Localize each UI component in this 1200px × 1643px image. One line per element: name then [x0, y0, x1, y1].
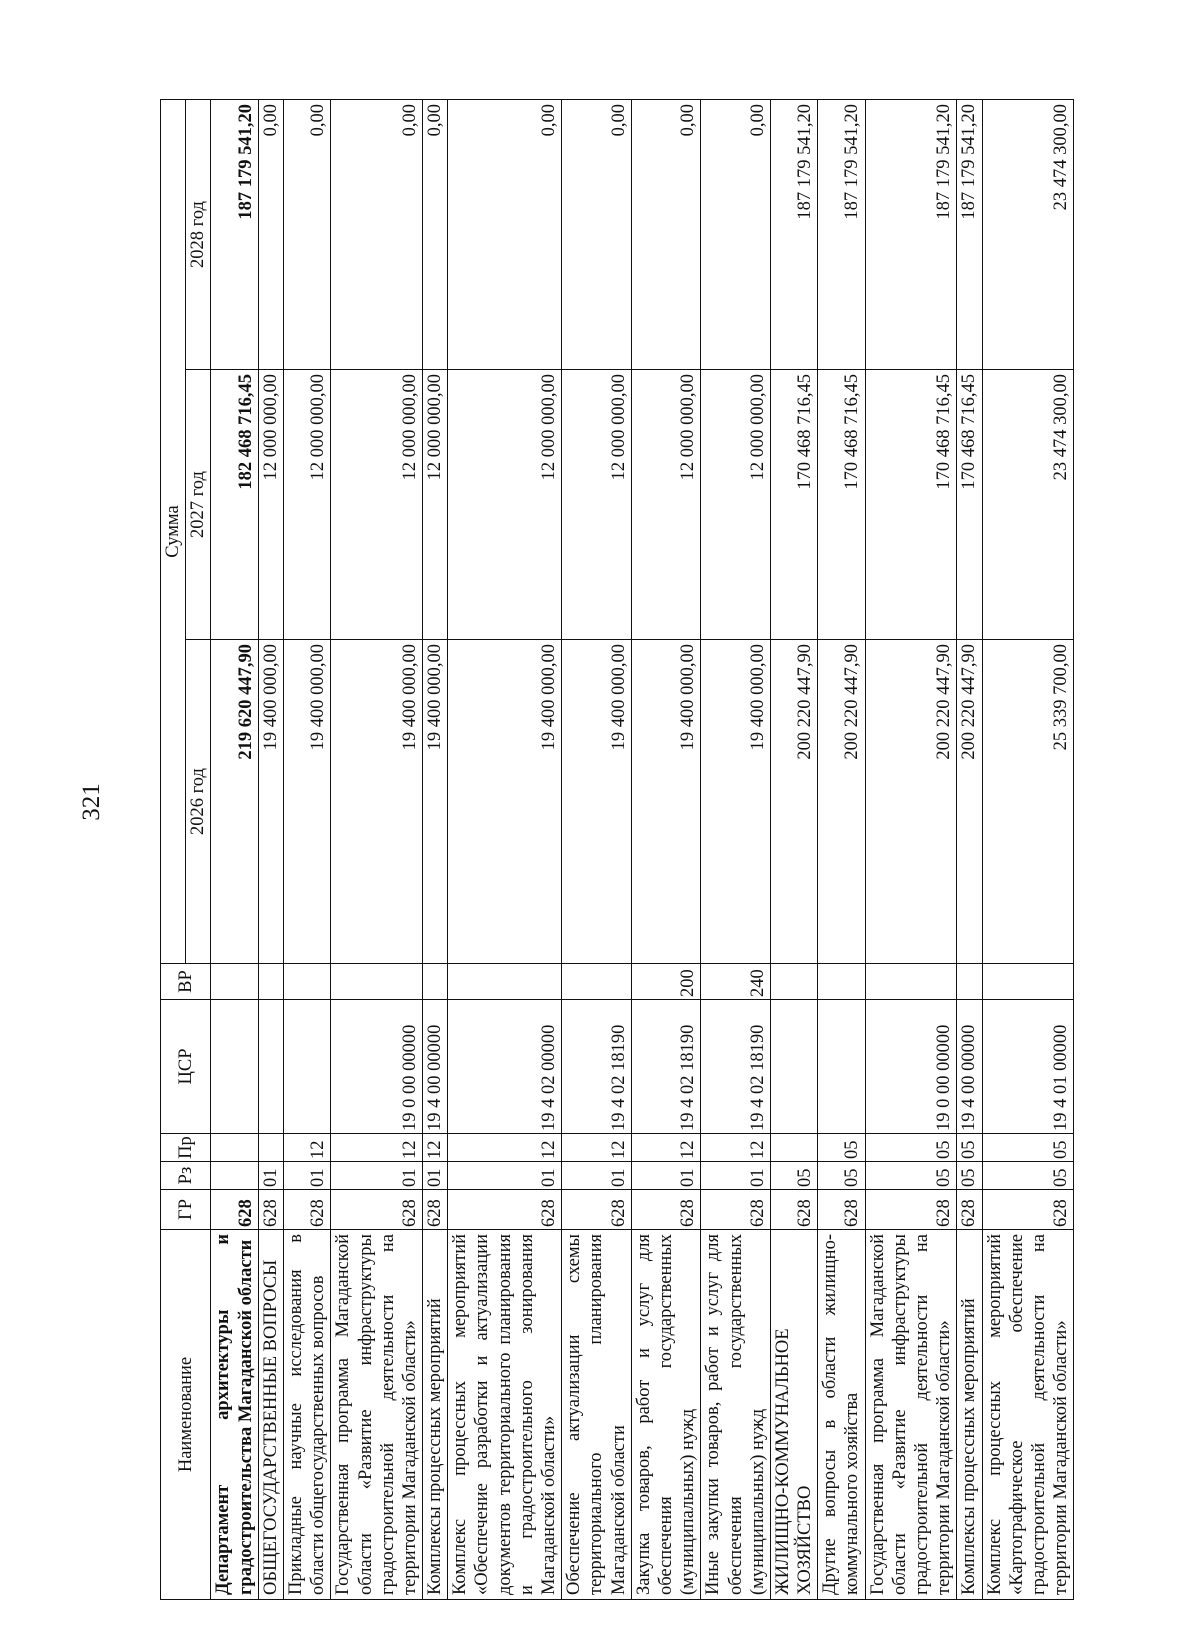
- cell-csr: [258, 1000, 283, 1134]
- cell-2027: 170 468 716,45: [957, 370, 982, 640]
- cell-rz: 01: [631, 1162, 701, 1190]
- cell-pr: 12: [701, 1134, 771, 1162]
- cell-2026: 19 400 000,00: [448, 640, 562, 964]
- cell-2026: 19 400 000,00: [631, 640, 701, 964]
- table-row: [982, 99, 1074, 1599]
- cell-gr: 628: [631, 1190, 701, 1230]
- header-2026: 2026 год: [186, 640, 211, 964]
- cell-rz: [211, 1162, 258, 1190]
- cell-name: Иные закупки товаров, работ и услуг для обеспечения государственных (муниципальных) нужд: [701, 1230, 771, 1600]
- cell-rz: 01: [258, 1162, 283, 1190]
- table-row: [448, 99, 562, 1599]
- cell-2027: 12 000 000,00: [258, 370, 283, 640]
- cell-vr: [283, 964, 330, 1000]
- cell-2028: 187 179 541,20: [865, 99, 957, 369]
- cell-rz: 05: [982, 1162, 1074, 1190]
- cell-2026: 25 339 700,00: [982, 640, 1074, 964]
- cell-pr: 05: [957, 1134, 982, 1162]
- cell-2026: 219 620 447,90: [211, 640, 258, 964]
- cell-pr: [258, 1134, 283, 1162]
- table-row: [701, 99, 771, 1599]
- cell-gr: 628: [448, 1190, 562, 1230]
- cell-2028: 0,00: [331, 99, 423, 369]
- cell-2028: 187 179 541,20: [211, 99, 258, 369]
- cell-2026: 19 400 000,00: [701, 640, 771, 964]
- cell-2026: 19 400 000,00: [258, 640, 283, 964]
- cell-vr: [331, 964, 423, 1000]
- cell-csr: 19 4 01 00000: [982, 1000, 1074, 1134]
- table-body: [211, 99, 1074, 1599]
- header-name: Наименование: [161, 1230, 211, 1600]
- header-vr: ВР: [161, 964, 211, 1000]
- cell-2028: 23 474 300,00: [982, 99, 1074, 369]
- cell-name: ОБЩЕГОСУДАРСТВЕННЫЕ ВОПРОСЫ: [258, 1230, 283, 1600]
- table-row: [258, 99, 283, 1599]
- table-header-row: [161, 99, 186, 1599]
- cell-2026: 19 400 000,00: [562, 640, 632, 964]
- cell-pr: 12: [562, 1134, 632, 1162]
- cell-pr: 12: [331, 1134, 423, 1162]
- cell-csr: [770, 1000, 817, 1134]
- cell-vr: 240: [701, 964, 771, 1000]
- cell-name: Другие вопросы в области жилищно-коммунального хозяйства: [818, 1230, 865, 1600]
- cell-2027: 170 468 716,45: [818, 370, 865, 640]
- cell-csr: 19 0 00 00000: [865, 1000, 957, 1134]
- cell-pr: [770, 1134, 817, 1162]
- cell-vr: [211, 964, 258, 1000]
- cell-2028: 187 179 541,20: [818, 99, 865, 369]
- cell-csr: 19 4 02 18190: [562, 1000, 632, 1134]
- table-row: [423, 99, 448, 1599]
- cell-2027: 12 000 000,00: [423, 370, 448, 640]
- cell-rz: 01: [283, 1162, 330, 1190]
- cell-rz: 01: [562, 1162, 632, 1190]
- cell-csr: 19 4 02 18190: [701, 1000, 771, 1134]
- header-pr: Пр: [161, 1134, 211, 1162]
- cell-name: Департамент архитектуры и градостроительства Магаданской области: [211, 1230, 258, 1600]
- cell-vr: [448, 964, 562, 1000]
- cell-2027: 12 000 000,00: [283, 370, 330, 640]
- cell-2028: 0,00: [562, 99, 632, 369]
- table-row: [770, 99, 817, 1599]
- header-csr: ЦСР: [161, 1000, 211, 1134]
- cell-vr: [423, 964, 448, 1000]
- cell-2028: 0,00: [701, 99, 771, 369]
- cell-gr: 628: [957, 1190, 982, 1230]
- cell-name: Комплекс процессных мероприятий «Картографическое обеспечение градостроительной деятельности на территории Магаданской области»: [982, 1230, 1074, 1600]
- cell-2026: 200 220 447,90: [770, 640, 817, 964]
- cell-2027: 12 000 000,00: [562, 370, 632, 640]
- cell-name: Комплексы процессных мероприятий: [423, 1230, 448, 1600]
- cell-vr: [562, 964, 632, 1000]
- rotated-table-container: [160, 100, 1072, 1600]
- cell-rz: 01: [448, 1162, 562, 1190]
- header-2028: 2028 год: [186, 99, 211, 369]
- cell-2026: 200 220 447,90: [865, 640, 957, 964]
- cell-name: Прикладные научные исследования в области общегосударственных вопросов: [283, 1230, 330, 1600]
- header-sum: Сумма: [161, 99, 186, 963]
- cell-csr: [818, 1000, 865, 1134]
- cell-2027: 12 000 000,00: [331, 370, 423, 640]
- cell-rz: 05: [957, 1162, 982, 1190]
- header-rz: Рз: [161, 1162, 211, 1190]
- cell-name: Комплексы процессных мероприятий: [957, 1230, 982, 1600]
- cell-2027: 170 468 716,45: [770, 370, 817, 640]
- cell-pr: 05: [865, 1134, 957, 1162]
- cell-2028: 0,00: [448, 99, 562, 369]
- cell-csr: 19 0 00 00000: [331, 1000, 423, 1134]
- cell-pr: 05: [982, 1134, 1074, 1162]
- table-row: [957, 99, 982, 1599]
- cell-2027: 182 468 716,45: [211, 370, 258, 640]
- cell-2028: 0,00: [423, 99, 448, 369]
- table-row: [631, 99, 701, 1599]
- cell-2027: 12 000 000,00: [631, 370, 701, 640]
- cell-pr: 05: [818, 1134, 865, 1162]
- cell-2026: 19 400 000,00: [331, 640, 423, 964]
- cell-csr: [211, 1000, 258, 1134]
- cell-gr: 628: [770, 1190, 817, 1230]
- cell-2028: 0,00: [283, 99, 330, 369]
- cell-name: Государственная программа Магаданской области «Развитие инфраструктуры градостроительной деятельности на территории Магаданской области»: [865, 1230, 957, 1600]
- cell-gr: 628: [258, 1190, 283, 1230]
- cell-2026: 200 220 447,90: [818, 640, 865, 964]
- cell-vr: 200: [631, 964, 701, 1000]
- cell-2028: 0,00: [631, 99, 701, 369]
- table-row: [562, 99, 632, 1599]
- cell-vr: [865, 964, 957, 1000]
- cell-vr: [258, 964, 283, 1000]
- cell-rz: 01: [331, 1162, 423, 1190]
- cell-2027: 23 474 300,00: [982, 370, 1074, 640]
- cell-rz: 01: [423, 1162, 448, 1190]
- cell-pr: 12: [423, 1134, 448, 1162]
- cell-2028: 187 179 541,20: [770, 99, 817, 369]
- cell-rz: 05: [865, 1162, 957, 1190]
- table-row: [818, 99, 865, 1599]
- table-row: [211, 99, 258, 1599]
- cell-rz: 05: [770, 1162, 817, 1190]
- cell-pr: 12: [283, 1134, 330, 1162]
- header-gr: ГР: [161, 1190, 211, 1230]
- cell-2026: 19 400 000,00: [423, 640, 448, 964]
- cell-rz: 01: [701, 1162, 771, 1190]
- cell-gr: 628: [423, 1190, 448, 1230]
- header-2027: 2027 год: [186, 370, 211, 640]
- cell-pr: 12: [631, 1134, 701, 1162]
- cell-gr: 628: [701, 1190, 771, 1230]
- cell-name: ЖИЛИЩНО-КОММУНАЛЬНОЕ ХОЗЯЙСТВО: [770, 1230, 817, 1600]
- cell-name: Комплекс процессных мероприятий «Обеспечение разработки и актуализации документов территориального планирования и градостроительного зонирования Магаданской области»: [448, 1230, 562, 1600]
- cell-2026: 19 400 000,00: [283, 640, 330, 964]
- cell-csr: 19 4 00 00000: [423, 1000, 448, 1134]
- page-number: 321: [78, 783, 105, 821]
- cell-gr: 628: [283, 1190, 330, 1230]
- cell-name: Обеспечение актуализации схемы территориального планирования Магаданской области: [562, 1230, 632, 1600]
- cell-gr: 628: [562, 1190, 632, 1230]
- cell-vr: [770, 964, 817, 1000]
- cell-pr: [211, 1134, 258, 1162]
- cell-gr: 628: [982, 1190, 1074, 1230]
- table-row: [283, 99, 330, 1599]
- cell-vr: [982, 964, 1074, 1000]
- cell-csr: 19 4 00 00000: [957, 1000, 982, 1134]
- cell-2027: 170 468 716,45: [865, 370, 957, 640]
- cell-csr: 19 4 02 18190: [631, 1000, 701, 1134]
- cell-2027: 12 000 000,00: [701, 370, 771, 640]
- cell-rz: 05: [818, 1162, 865, 1190]
- table-row: [331, 99, 423, 1599]
- cell-vr: [957, 964, 982, 1000]
- budget-table: [160, 99, 1074, 1600]
- cell-gr: 628: [818, 1190, 865, 1230]
- cell-2027: 12 000 000,00: [448, 370, 562, 640]
- cell-csr: [283, 1000, 330, 1134]
- cell-vr: [818, 964, 865, 1000]
- table-row: [865, 99, 957, 1599]
- cell-csr: 19 4 02 00000: [448, 1000, 562, 1134]
- cell-2028: 0,00: [258, 99, 283, 369]
- cell-name: Государственная программа Магаданской области «Развитие инфраструктуры градостроительной деятельности на территории Магаданской области»: [331, 1230, 423, 1600]
- cell-2028: 187 179 541,20: [957, 99, 982, 369]
- cell-2026: 200 220 447,90: [957, 640, 982, 964]
- cell-name: Закупка товаров, работ и услуг для обеспечения государственных (муниципальных) нужд: [631, 1230, 701, 1600]
- cell-gr: 628: [211, 1190, 258, 1230]
- cell-pr: 12: [448, 1134, 562, 1162]
- cell-gr: 628: [331, 1190, 423, 1230]
- cell-gr: 628: [865, 1190, 957, 1230]
